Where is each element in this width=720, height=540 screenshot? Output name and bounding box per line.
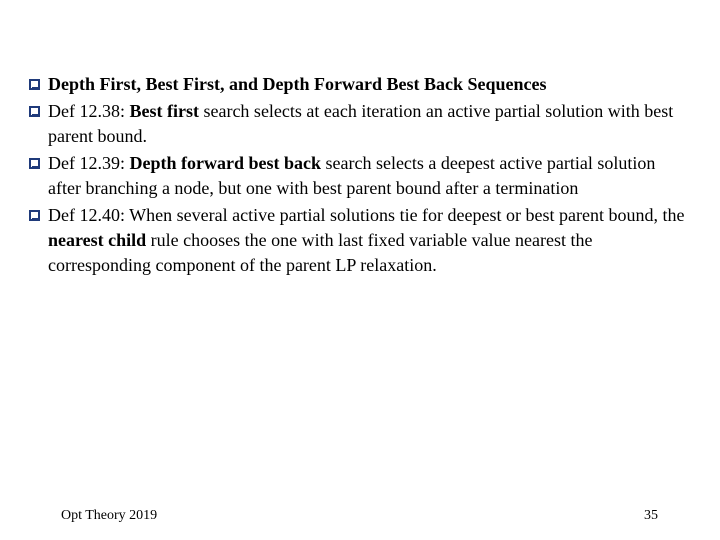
bullet-text: Def 12.39:	[48, 153, 130, 173]
bullet-text-bold: nearest child	[48, 230, 147, 250]
bullet-list	[28, 72, 688, 280]
hollow-square-bullet-icon	[28, 157, 41, 170]
bullet-text-bold: Best first	[129, 101, 199, 121]
bullet-text: search selects at each iteration an active partial solution with best parent bound.	[48, 101, 674, 146]
bullet-text: Def 12.40: When several active partial solutions tie for deepest or best parent bound, the	[48, 205, 685, 225]
bullet-item	[28, 151, 688, 201]
bullet-text: rule chooses the one with last fixed variable value nearest the corresponding component of the parent LP relaxation.	[48, 230, 593, 275]
bullet-text-bold: Depth First, Best First, and Depth Forward Best Back Sequences	[48, 74, 547, 94]
bullet-text: Def 12.38:	[48, 101, 130, 121]
bullet-item	[28, 99, 688, 149]
hollow-square-bullet-icon	[28, 105, 41, 118]
bullet-item	[28, 72, 688, 97]
footer-page-number: 35	[644, 508, 658, 523]
hollow-square-bullet-icon	[28, 209, 41, 222]
hollow-square-bullet-icon	[28, 78, 41, 91]
bullet-item	[28, 203, 688, 278]
footer-course-label: Opt Theory 2019	[61, 508, 158, 523]
bullet-text: search selects a deepest active partial solution after branching a node, but one with best parent bound after a termination	[48, 153, 656, 198]
bullet-text-bold: Depth forward best back	[129, 153, 321, 173]
